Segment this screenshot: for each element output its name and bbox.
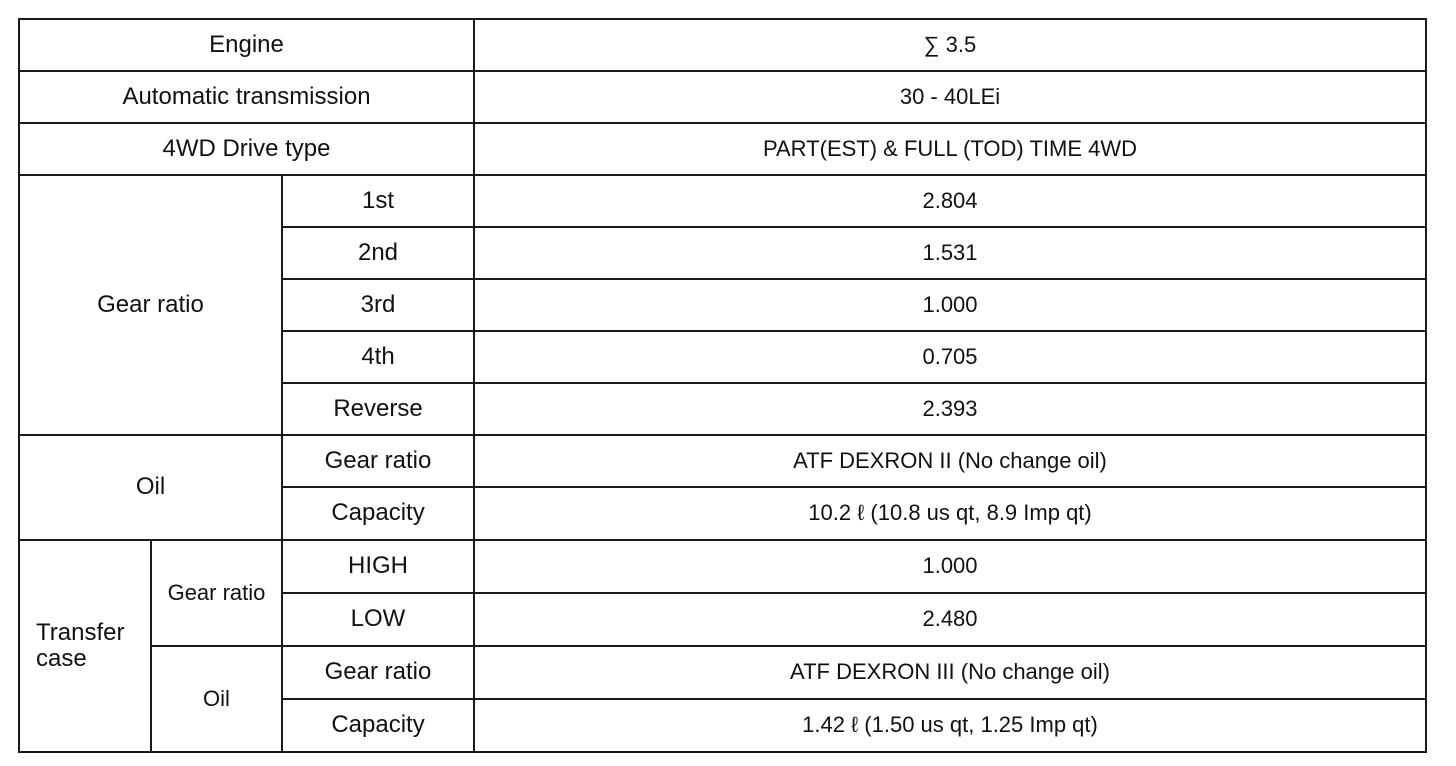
gear-label: 2nd bbox=[282, 227, 474, 279]
oil-group-label: Oil bbox=[19, 435, 282, 540]
transfer-case-label-line1: Transfer bbox=[36, 618, 125, 646]
gear-label: Reverse bbox=[282, 383, 474, 435]
transmission-value: 30 - 40LEi bbox=[474, 71, 1426, 123]
transfer-gear-ratio-label: Gear ratio bbox=[151, 540, 282, 646]
gear-label: 3rd bbox=[282, 279, 474, 331]
transfer-item-value: ATF DEXRON III (No change oil) bbox=[474, 646, 1426, 699]
oil-item-value: ATF DEXRON II (No change oil) bbox=[474, 435, 1426, 487]
gear-value: 2.393 bbox=[474, 383, 1426, 435]
transfer-item-label: HIGH bbox=[282, 540, 474, 593]
table-row bbox=[19, 540, 1426, 593]
gear-value: 1.000 bbox=[474, 279, 1426, 331]
gear-label: 4th bbox=[282, 331, 474, 383]
gear-label: 1st bbox=[282, 175, 474, 227]
transfer-item-label: LOW bbox=[282, 593, 474, 646]
transfer-item-label: Gear ratio bbox=[282, 646, 474, 699]
table-row bbox=[19, 123, 1426, 175]
oil-item-value: 10.2 ℓ (10.8 us qt, 8.9 Imp qt) bbox=[474, 487, 1426, 540]
transmission-label: Automatic transmission bbox=[19, 71, 474, 123]
drive-type-label: 4WD Drive type bbox=[19, 123, 474, 175]
transfer-oil-label: Oil bbox=[151, 646, 282, 752]
gear-value: 2.804 bbox=[474, 175, 1426, 227]
table-row bbox=[19, 19, 1426, 71]
gear-value: 0.705 bbox=[474, 331, 1426, 383]
specification-table bbox=[18, 18, 1427, 753]
table-row bbox=[19, 435, 1426, 487]
gear-value: 1.531 bbox=[474, 227, 1426, 279]
drive-type-value: PART(EST) & FULL (TOD) TIME 4WD bbox=[474, 123, 1426, 175]
engine-value: ∑ 3.5 bbox=[474, 19, 1426, 71]
transfer-item-value: 1.000 bbox=[474, 540, 1426, 593]
transfer-item-value: 1.42 ℓ (1.50 us qt, 1.25 Imp qt) bbox=[474, 699, 1426, 752]
table-row bbox=[19, 175, 1426, 227]
table-row bbox=[19, 71, 1426, 123]
table-row bbox=[19, 646, 1426, 699]
oil-item-label: Capacity bbox=[282, 487, 474, 540]
engine-label: Engine bbox=[19, 19, 474, 71]
gear-ratio-group-label: Gear ratio bbox=[19, 175, 282, 435]
transfer-case-label-line2: case bbox=[36, 645, 87, 672]
transfer-case-label bbox=[19, 540, 151, 752]
transfer-item-label: Capacity bbox=[282, 699, 474, 752]
transfer-item-value: 2.480 bbox=[474, 593, 1426, 646]
oil-item-label: Gear ratio bbox=[282, 435, 474, 487]
